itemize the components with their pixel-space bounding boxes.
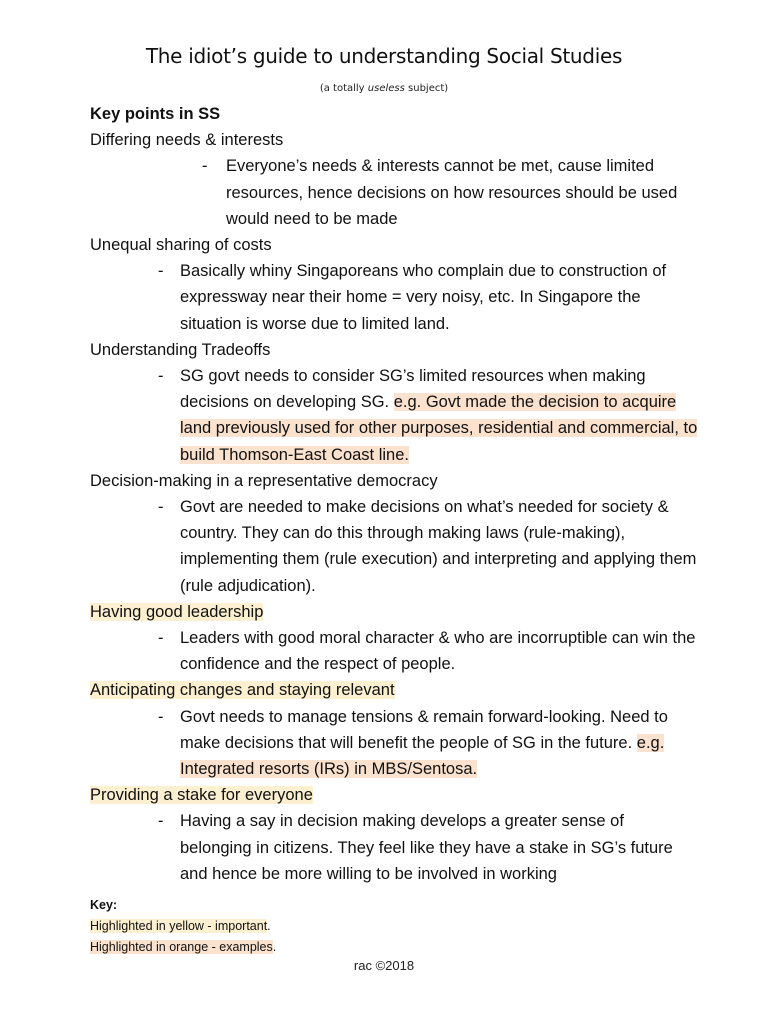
subtitle-suffix: subject) xyxy=(404,83,449,94)
key-title: Key: xyxy=(90,898,118,912)
topic-heading-anticipating-changes xyxy=(90,677,700,703)
topic-bullet-tradeoffs xyxy=(90,363,700,468)
topic-bullet-differing-needs xyxy=(90,153,700,232)
bullet-text: Leaders with good moral character & who are incorruptible can win the confidence and the respect of people. xyxy=(180,629,696,674)
topic-heading-leadership xyxy=(90,599,700,625)
topic-heading-tradeoffs: Understanding Tradeoffs xyxy=(90,340,271,359)
bullet-text: Basically whiny Singaporeans who complain due to construction of expressway near their home = very noisy, etc. In Singapore the situation is worse due to limited land. xyxy=(180,262,667,333)
bullet-dash: - xyxy=(158,812,164,831)
topic-bullet-decision-making xyxy=(90,494,700,599)
bullet-text: Everyone’s needs & interests cannot be met, cause limited resources, hence decisions on how resources should be used would need to be made xyxy=(226,157,678,228)
topic-bullet-unequal-costs xyxy=(90,258,700,337)
subtitle-prefix: (a totally xyxy=(319,83,368,94)
important-highlight: Having good leadership xyxy=(90,602,264,621)
bullet-dash: - xyxy=(158,262,164,281)
topic-heading-decision-making: Decision-making in a representative democracy xyxy=(90,471,438,490)
page-title: The idiot’s guide to understanding Social Studies xyxy=(145,44,623,68)
bullet-dash: - xyxy=(202,157,208,176)
key-orange xyxy=(90,937,276,958)
key-yellow-label: Highlighted in yellow - important xyxy=(90,919,268,933)
bullet-dash: - xyxy=(158,629,164,648)
bullet-dash: - xyxy=(158,367,164,386)
bullet-text: Having a say in decision making develops a greater sense of belonging in citizens. They feel like they have a stake in SG’s future and hence be more willing to be involved in working xyxy=(180,812,673,883)
notes-body xyxy=(90,101,700,887)
topic-heading-stake xyxy=(90,782,700,808)
bullet-dash: - xyxy=(158,498,164,517)
important-highlight: Providing a stake for everyone xyxy=(90,786,313,805)
subtitle-emphasis: useless xyxy=(367,83,405,94)
bullet-text: SG govt needs to consider SG’s limited resources when making decisions on developing SG. xyxy=(180,367,646,412)
page-subtitle xyxy=(0,83,768,94)
example-highlight: e.g. Govt made the decision to acquire land previously used for other purposes, residential and commercial, to build Thomson-East Coast line. xyxy=(180,393,698,464)
key-orange-label: Highlighted in orange - examples xyxy=(90,940,273,954)
topic-heading-differing-needs: Differing needs & interests xyxy=(90,131,284,150)
key-orange-period: . xyxy=(272,940,277,954)
topic-bullet-anticipating-changes xyxy=(90,704,700,783)
bullet-text: Govt are needed to make decisions on what’s needed for society & country. They can do this through making laws (rule-making), implementing them (rule execution) and interpreting and applying them (rule adjudication). xyxy=(180,498,697,595)
highlight-key xyxy=(90,895,276,958)
topic-bullet-leadership xyxy=(90,625,700,677)
section-title: Key points in SS xyxy=(90,105,221,123)
important-highlight: Anticipating changes and staying relevant xyxy=(90,681,395,700)
topic-heading-unequal-costs: Unequal sharing of costs xyxy=(90,236,272,255)
bullet-dash: - xyxy=(158,707,164,726)
bullet-text: Govt needs to manage tensions & remain forward-looking. Need to make decisions that will benefit the people of SG in the future. xyxy=(180,707,668,752)
topic-bullet-stake xyxy=(90,808,700,887)
example-highlight: e.g. Integrated resorts (IRs) in MBS/Sentosa. xyxy=(180,733,665,779)
key-yellow-period: . xyxy=(267,919,271,933)
copyright-footer: rac ©2018 xyxy=(353,958,415,973)
key-yellow xyxy=(90,916,276,937)
